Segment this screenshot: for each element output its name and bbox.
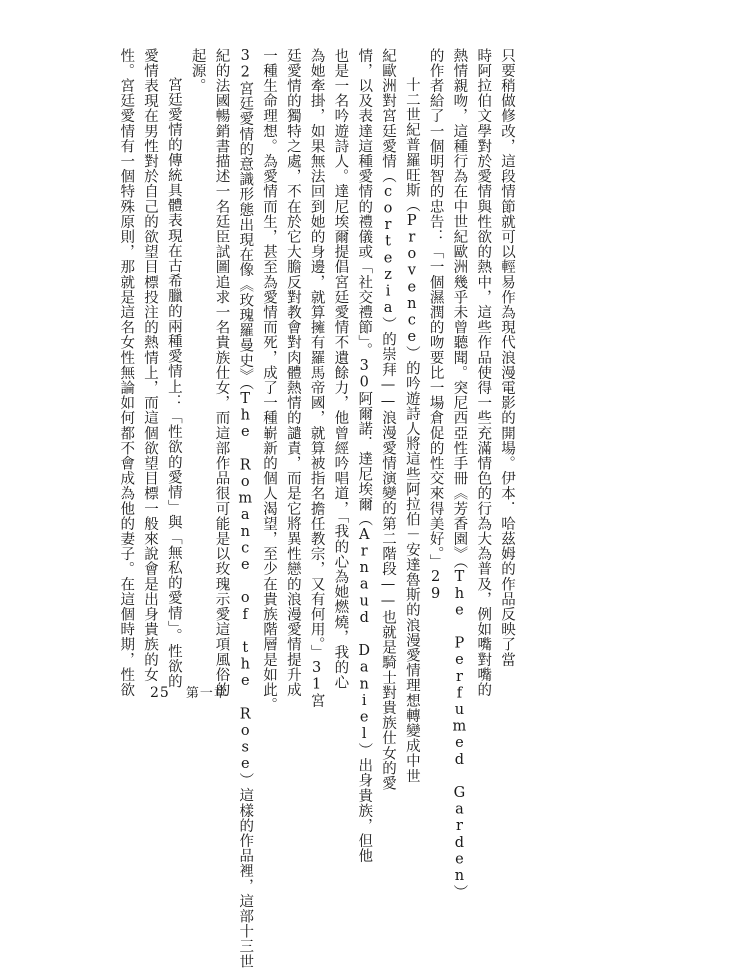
text-column: 性。宮廷愛情有一個特殊原則，那就是這名女性無論如何都不會成為他的妻子。在這個時期，性欲: [118, 48, 135, 698]
page-number: 25: [150, 685, 170, 701]
text-column: 廷愛情的獨特之處，不在於它大膽反對教會對肉體熱情的譴責，而是它將異性戀的浪漫愛情提升成: [284, 48, 301, 698]
text-column: 情，以及表達這種愛情的禮儀或「社交禮節」。30阿爾諾．達尼埃爾（Arnaud Daniel）出身貴族，但他: [356, 48, 373, 864]
text-column: 起源。: [189, 48, 206, 94]
text-column: 為她牽掛，如果無法回到她的身邊，就算擁有羅馬帝國，就算被指名擔任教宗，又有何用。」31宮: [308, 48, 325, 709]
text-column: 紀的法國暢銷書描述一名廷臣試圖追求一名貴族仕女，而這部作品很可能是以玫瑰示愛這項風俗的: [213, 48, 230, 698]
page-footer: [150, 682, 228, 701]
text-column: 一種生命理想。為愛情而生，甚至為愛情而死，成了一種嶄新的個人渴望，至少在貴族階層是如此。: [261, 48, 278, 713]
text-column: 只要稍做修改，這段情節就可以輕易作為現代浪漫電影的開場。伊本．哈茲姆的作品反映了當: [499, 48, 515, 668]
text-column: 32宮廷愛情的意識形態出現在像《玫瑰羅曼史》（The Romance of the Rose）這樣的作品裡，這部十三世: [237, 48, 254, 969]
text-column: 宮廷愛情的傳統具體表現在古希臘的兩種愛情上：「性欲的愛情」與「無私的愛情」。性欲的: [165, 77, 182, 689]
text-column: 十二世紀普羅旺斯（Provence）的吟遊詩人將這些阿拉伯－安達魯斯的浪漫愛情理想轉變成中世: [403, 77, 420, 784]
text-column: 的作者給了一個明智的忠告：「一個濕潤的吻要比一場倉促的性交來得美好。」29: [427, 48, 444, 603]
text-column: 也是一名吟遊詩人。達尼埃爾提倡宮廷愛情不遺餘力，他曾經吟唱道，「我的心為她燃燒，我的心: [332, 48, 349, 691]
text-column: 時阿拉伯文學對於愛情與性欲的熱中，這些作品使得一些充滿情色的行為大為普及，例如嘴對嘴的: [475, 48, 492, 698]
text-column: 愛情表現在男性對於自己的欲望目標投注的熱情上，而這個欲望目標一般來說會是出身貴族的女: [142, 48, 159, 683]
text-column: 熱情親吻，這種行為在中世紀歐洲幾乎未曾聽聞。突尼西亞性手冊《芳香園》（The Perfumed Garden）: [451, 48, 468, 900]
chapter-label: 第一章: [185, 686, 228, 701]
text-column: 紀歐洲對宮廷愛情（cortezia）的崇拜——浪漫愛情演變的第二階段——也就是騎士對貴族仕女的愛: [380, 48, 397, 791]
